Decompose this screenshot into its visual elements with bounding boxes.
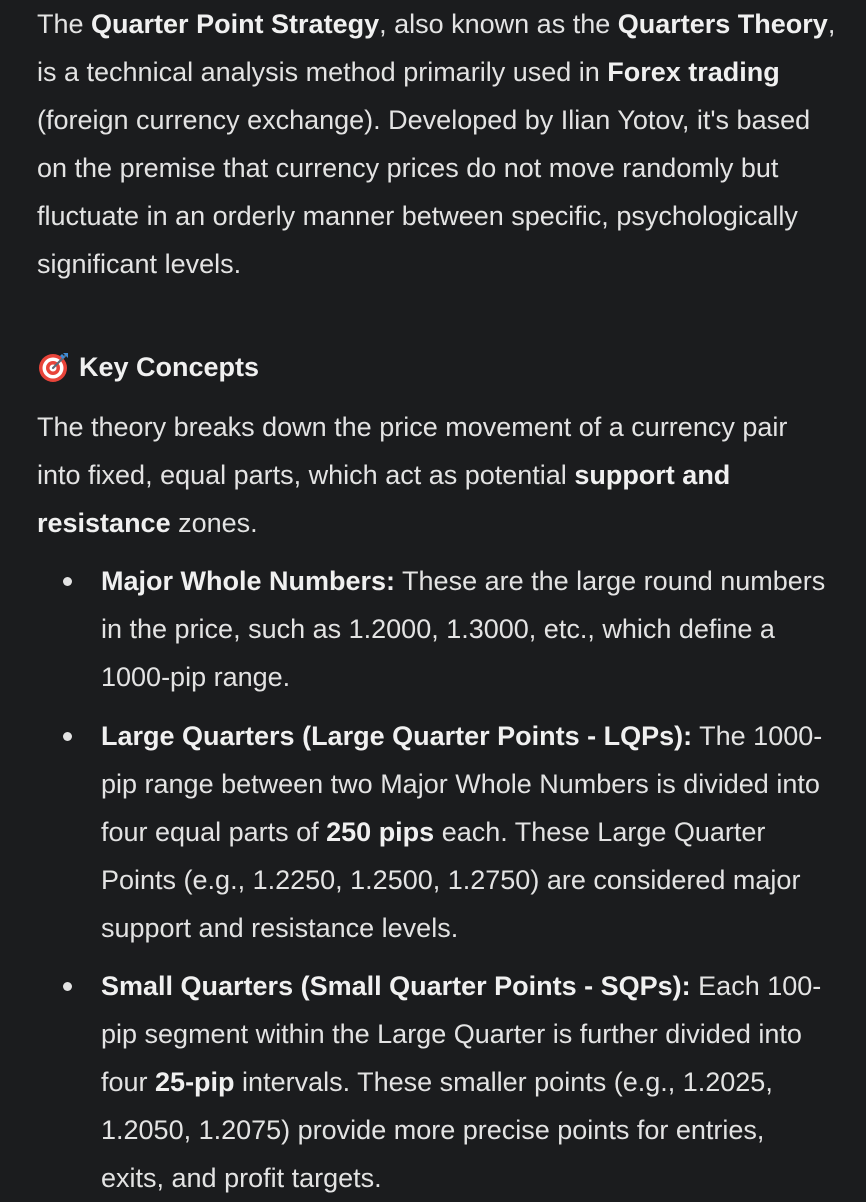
intro-bold-strategy: Quarter Point Strategy [91,9,380,39]
intro-text-4: (foreign currency exchange). Developed by Ilian Yotov, it's based on the premise that currency prices do not move randomly but fluctuate in an orderly manner between specific, psychologically significant levels. [37,105,811,279]
theory-paragraph [37,403,827,547]
list-item-body: Each 100-pip segment within the Large Quarter is further divided into four [101,971,822,1097]
list-item-title: Large Quarters (Large Quarter Points - LQPs): [101,721,693,751]
intro-bold-theory: Quarters Theory [617,9,828,39]
theory-text-2: zones. [170,508,258,538]
theory-bold-sr: support and resistance [37,460,731,538]
bullet-dot [63,982,72,991]
intro-bold-forex: Forex trading [607,57,780,87]
bullet-dot [63,577,72,586]
list-item-body-2: each. These Large Quarter Points (e.g., 1.2250, 1.2500, 1.2750) are considered major support and resistance levels. [101,817,801,943]
list-item-bold: 250 pips [326,817,435,847]
list-item-body: These are the large round numbers in the price, such as 1.2000, 1.3000, etc., which define a 1000-pip range. [101,566,826,692]
list-item-title: Small Quarters (Small Quarter Points - SQPs): [101,971,691,1001]
intro-text-3: , is a technical analysis method primarily used in [37,9,836,87]
list-item-text [101,962,827,1202]
theory-text-1: The theory breaks down the price movement of a currency pair into fixed, equal parts, which act as potential [37,412,788,490]
target-dart-icon [37,350,71,384]
section-title: Key Concepts [79,351,260,382]
intro-text-1: The [37,9,92,39]
list-item-bold: 25-pip [155,1067,235,1097]
bullet-dot [63,732,72,741]
intro-paragraph [37,0,837,288]
list-item-text [101,712,827,952]
list-item-title: Major Whole Numbers: [101,566,396,596]
section-heading [37,343,259,391]
list-item-body: The 1000-pip range between two Major Whole Numbers is divided into four equal parts of [101,721,823,847]
list-item-text [101,557,827,701]
list-item-body-2: intervals. These smaller points (e.g., 1.2025, 1.2050, 1.2075) provide more precise points for entries, exits, and profit targets. [101,1067,773,1193]
intro-text-2: , also known as the [379,9,618,39]
